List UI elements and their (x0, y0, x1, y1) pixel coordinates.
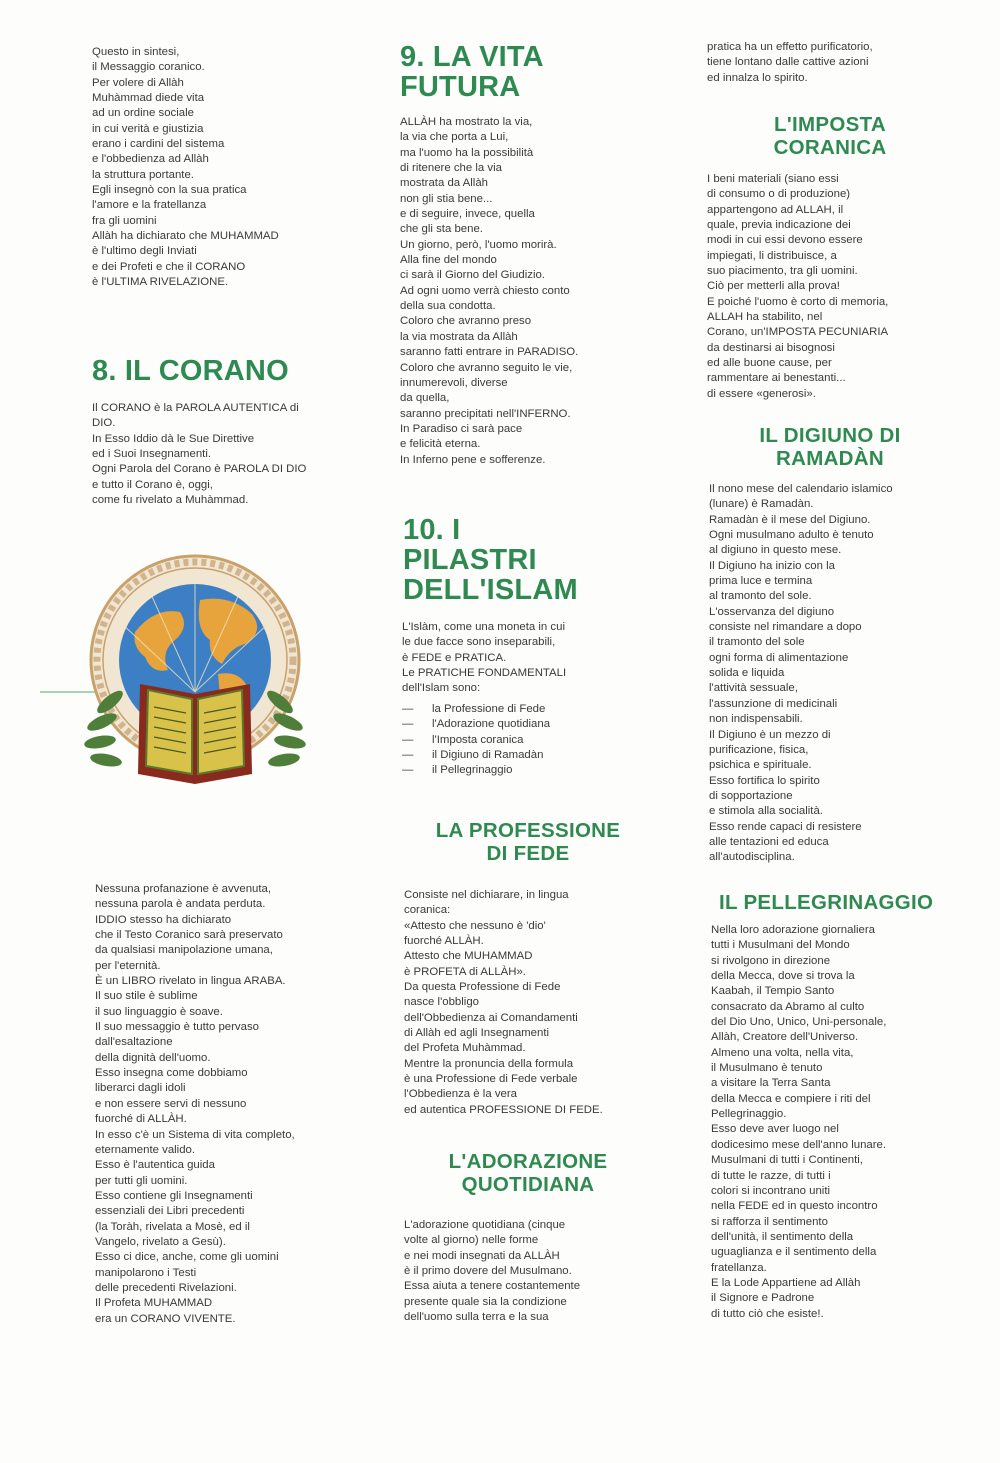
corano-paragraph-continued: Nessuna profanazione è avvenuta, nessuna parola è andata perduta. IDDIO stesso ha dichiarato che il Testo Coranico sarà preservato da qualsiasi manipolazione umana, per l'eternità. È un LIBRO rivelato in lingua ARABA. Il suo stile è sublime il suo linguaggio è soave. Il suo messaggio è tutto pervaso dall'esaltazione della dignità dell'uomo. Esso insegna come dobbiamo liberarci dagli idoli e non essere servi di nessuno fuorché di ALLÀH. In esso c'è un Sistema di vita completo, eternamente valido. Esso è l'autentica guida per tutti gli uomini. Esso contiene gli Insegnamenti essenziali dei Libri precedenti (la Toràh, rivelata a Mosè, ed il Vangelo, rivelato a Gesù). Esso ci dice, anche, come gli uomini manipolarono i Testi delle precedenti Rivelazioni. Il Profeta MUHAMMAD era un CORANO VIVENTE. (95, 883, 295, 1325)
section-9-title: 9. LA VITA FUTURA (400, 41, 544, 103)
professione-fede-paragraph: Consiste nel dichiarare, in lingua coranica: «Attesto che nessuno è 'dio' fuorché ALLÀH. Attesto che MUHAMMAD è PROFETA di ALLÀH». Da questa Professione di Fede nasce l'obbligo dell'Obbedienza ai Comandamenti di Allàh ed agli Insegnamenti del Profeta Muhàmmad. Mentre la pronuncia della formula è una Professione di Fede verbale l'Obbedienza è la vera ed autentica PROFESSIONE DI FEDE. (404, 889, 603, 1116)
list-item: — il Digiuno di Ramadàn (402, 749, 544, 762)
adorazione-paragraph: L'adorazione quotidiana (cinque volte al giorno) nelle forme e nei modi insegnati da ALLÀH è il primo dovere del Musulmano. Essa aiuta a tenere costantemente presente quale sia la condizione dell'uomo sulla terra e la sua (404, 1219, 581, 1324)
intro-paragraph: Questo in sintesi, il Messaggio coranico. Per volere di Allàh Muhàmmad diede vita ad un ordine sociale in cui verità e giustizia erano i cardini del sistema e l'obbedienza ad Allàh la struttura portante. Egli insegnò con la sua pratica l'amore e la fratellanza fra gli uomini Allàh ha dichiarato che MUHAMMAD è l'ultimo degli Inviati e dei Profeti e che il CORANO è l'ULTIMA RIVELAZIONE. (92, 46, 279, 289)
list-item: — l'Imposta coranica (402, 733, 524, 746)
pilastri-paragraph: L'Islàm, come una moneta in cui le due facce sono inseparabili, è FEDE e PRATICA. Le PRATICHE FONDAMENTALI dell'Islam sono: (402, 621, 567, 695)
list-item: — il Pellegrinaggio (402, 764, 513, 777)
corano-paragraph: Il CORANO è la PAROLA AUTENTICA di DIO. In Esso Iddio dà le Sue Direttive ed i Suoi Insegnamenti. Ogni Parola del Corano è PAROLA DI DIO e tutto il Corano è, oggi, come fu rivelato a Muhàmmad. (92, 402, 307, 507)
list-item: — la Professione di Fede (402, 703, 546, 715)
quran-globe-emblem-icon (40, 552, 340, 802)
digiuno-title: IL DIGIUNO DI RAMADÀN (759, 424, 901, 470)
adorazione-title: L'ADORAZIONE QUOTIDIANA (448, 1150, 608, 1196)
list-item: — l'Adorazione quotidiana (402, 718, 551, 731)
professione-fede-title: LA PROFESSIONE DI FEDE (435, 819, 621, 865)
pellegrinaggio-title: IL PELLEGRINAGGIO (719, 891, 934, 914)
section-8-title: 8. IL CORANO (92, 355, 289, 387)
imposta-paragraph: I beni materiali (siano essi di consumo o di produzione) appartengono ad ALLAH, il quale, previa indicazione dei modi in cui essi devono essere impiegati, li distribuisce, a suo piacimento, tra gli uomini. Ciò per metterli alla prova! E poiché l'uomo è corto di memoria, ALLAH ha stabilito, nel Corano, un'IMPOSTA PECUNIARIA da destinarsi ai bisognosi ed alle buone cause, per rammentare ai benestanti... di essere «generosi». (707, 173, 889, 400)
pellegrinaggio-paragraph: Nella loro adorazione giornaliera tutti i Musulmani del Mondo si rivolgono in direzione della Mecca, dove si trova la Kaabah, il Tempio Santo consacrato da Abramo al culto del Dio Uno, Unico, Uni-personale, Allàh, Creatore dell'Universo. Almeno una volta, nella vita, il Musulmano è tenuto a visitare la Terra Santa della Mecca e compiere i riti del Pellegrinaggio. Esso deve aver luogo nel dodicesimo mese dell'anno lunare. Musulmani di tutti i Continenti, di tutte le razze, di tutti i colori si incontrano uniti nella FEDE ed in questo incontro si rafforza il sentimento dell'unità, il sentimento della uguaglianza e il sentimento della fratellanza. E la Lode Appartiene ad Allàh il Signore e Padrone di tutto ciò che esiste!. (711, 924, 887, 1320)
section-10-title: 10. I PILASTRI DELL'ISLAM (403, 514, 578, 606)
adorazione-paragraph-continued: pratica ha un effetto purificatorio, tiene lontano dalle cattive azioni ed innalza lo spirito. (707, 41, 873, 84)
digiuno-paragraph: Il nono mese del calendario islamico (lunare) è Ramadàn. Ramadàn è il mese del Digiuno. Ogni musulmano adulto è tenuto al digiuno in questo mese. Il Digiuno ha inizio con la prima luce e termina al tramonto del sole. L'osservanza del digiuno consiste nel rimandare a dopo il tramonto del sole ogni forma di alimentazione solida e liquida l'attività sessuale, l'assunzione di medicinali non indispensabili. Il Digiuno è un mezzo di purificazione, fisica, psichica e spirituale. Esso fortifica lo spirito di sopportazione e stimola alla socialità. Esso rende capaci di resistere alle tentazioni ed educa all'autodisciplina. (709, 483, 893, 864)
vita-futura-paragraph: ALLÀH ha mostrato la via, la via che porta a Lui, ma l'uomo ha la possibilità di ritenere che la via mostrata da Allàh non gli stia bene... e di seguire, invece, quella che gli sta bene. Un giorno, però, l'uomo morirà. Alla fine del mondo ci sarà il Giorno del Giudizio. Ad ogni uomo verrà chiesto conto della sua condotta. Coloro che avranno preso la via mostrata da Allàh saranno fatti entrare in PARADISO. Coloro che avranno seguito le vie, innumerevoli, diverse da quella, saranno precipitati nell'INFERNO. In Paradiso ci sarà pace e felicità eterna. In Inferno pene e sofferenze. (400, 116, 579, 466)
imposta-title: L'IMPOSTA CORANICA (773, 113, 887, 159)
pilastri-list (402, 702, 652, 779)
